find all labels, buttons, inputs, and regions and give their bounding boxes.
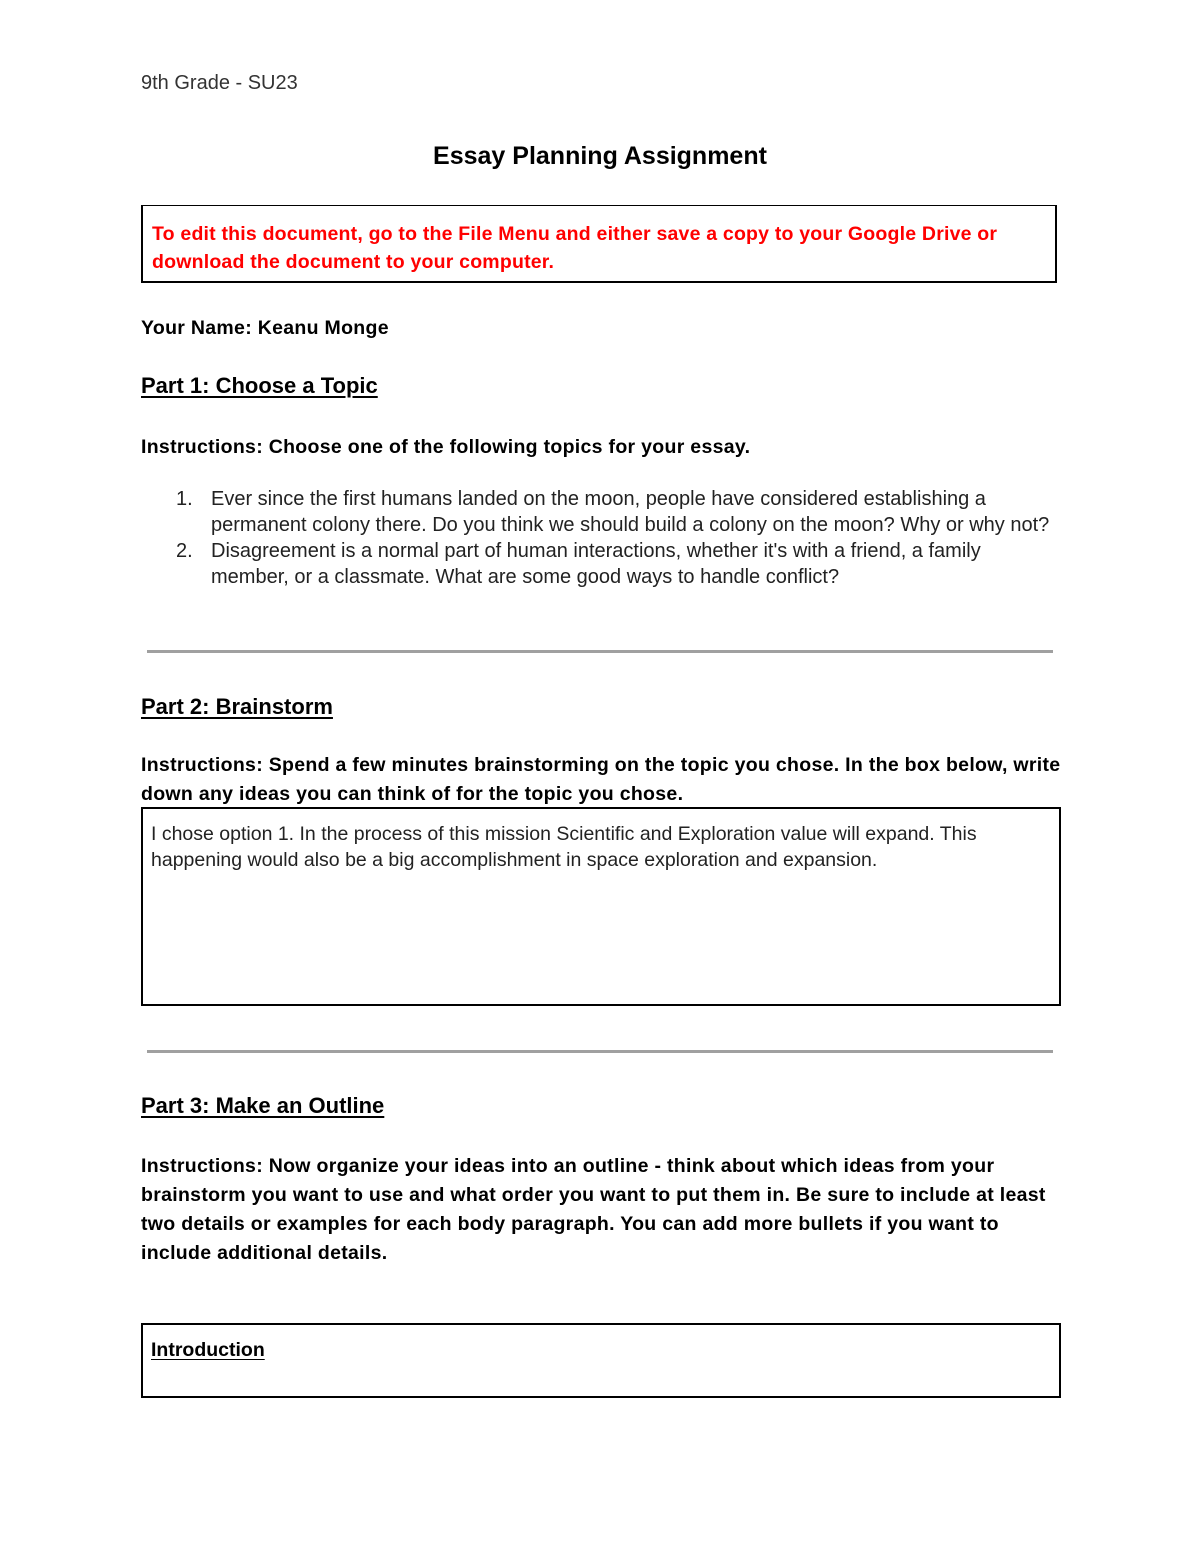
- edit-notice-text: To edit this document, go to the File Menu and either save a copy to your Google Drive or download the document to your computer.: [152, 223, 998, 273]
- topic-number: 1.: [176, 488, 193, 510]
- part3-instructions: Instructions: Now organize your ideas into an outline - think about which ideas from your brainstorm you want to use and what order you want to put them in. Be sure to include at least two details or examples for each body paragraph. You can add more bullets if you want to include additional details.: [141, 1155, 1046, 1264]
- brainstorm-answer-text[interactable]: I chose option 1. In the process of this mission Scientific and Exploration value will expand. This happening would also be a big accomplishment in space exploration and expansion.: [151, 823, 977, 871]
- part1-heading: Part 1: Choose a Topic: [141, 373, 378, 398]
- course-header: 9th Grade - SU23: [141, 72, 298, 94]
- list-item: [141, 486, 1061, 538]
- topic-list: [141, 486, 1061, 590]
- student-name-line[interactable]: Your Name: Keanu Monge: [141, 317, 389, 339]
- topic-text: Ever since the first humans landed on the moon, people have considered establishing a permanent colony there. Do you think we should build a colony on the moon? Why or why not?: [211, 488, 1050, 536]
- edit-notice-box: [141, 205, 1057, 283]
- list-item: [141, 538, 1061, 590]
- part3-heading: Part 3: Make an Outline: [141, 1093, 385, 1118]
- part2-heading: Part 2: Brainstorm: [141, 694, 333, 719]
- part1-instructions: Instructions: Choose one of the following topics for your essay.: [141, 436, 751, 458]
- section-divider: [147, 650, 1053, 653]
- document-title: Essay Planning Assignment: [433, 142, 767, 170]
- outline-introduction-label: Introduction: [151, 1339, 265, 1361]
- topic-number: 2.: [176, 540, 193, 562]
- topic-text: Disagreement is a normal part of human interactions, whether it's with a friend, a family member, or a classmate. What are some good ways to handle conflict?: [211, 540, 981, 588]
- part2-instructions: Instructions: Spend a few minutes brainstorming on the topic you chose. In the box below, write down any ideas you can think of for the topic you chose.: [141, 754, 1061, 805]
- section-divider: [147, 1050, 1053, 1053]
- brainstorm-answer-box[interactable]: [141, 807, 1061, 1006]
- outline-introduction-box[interactable]: [141, 1323, 1061, 1398]
